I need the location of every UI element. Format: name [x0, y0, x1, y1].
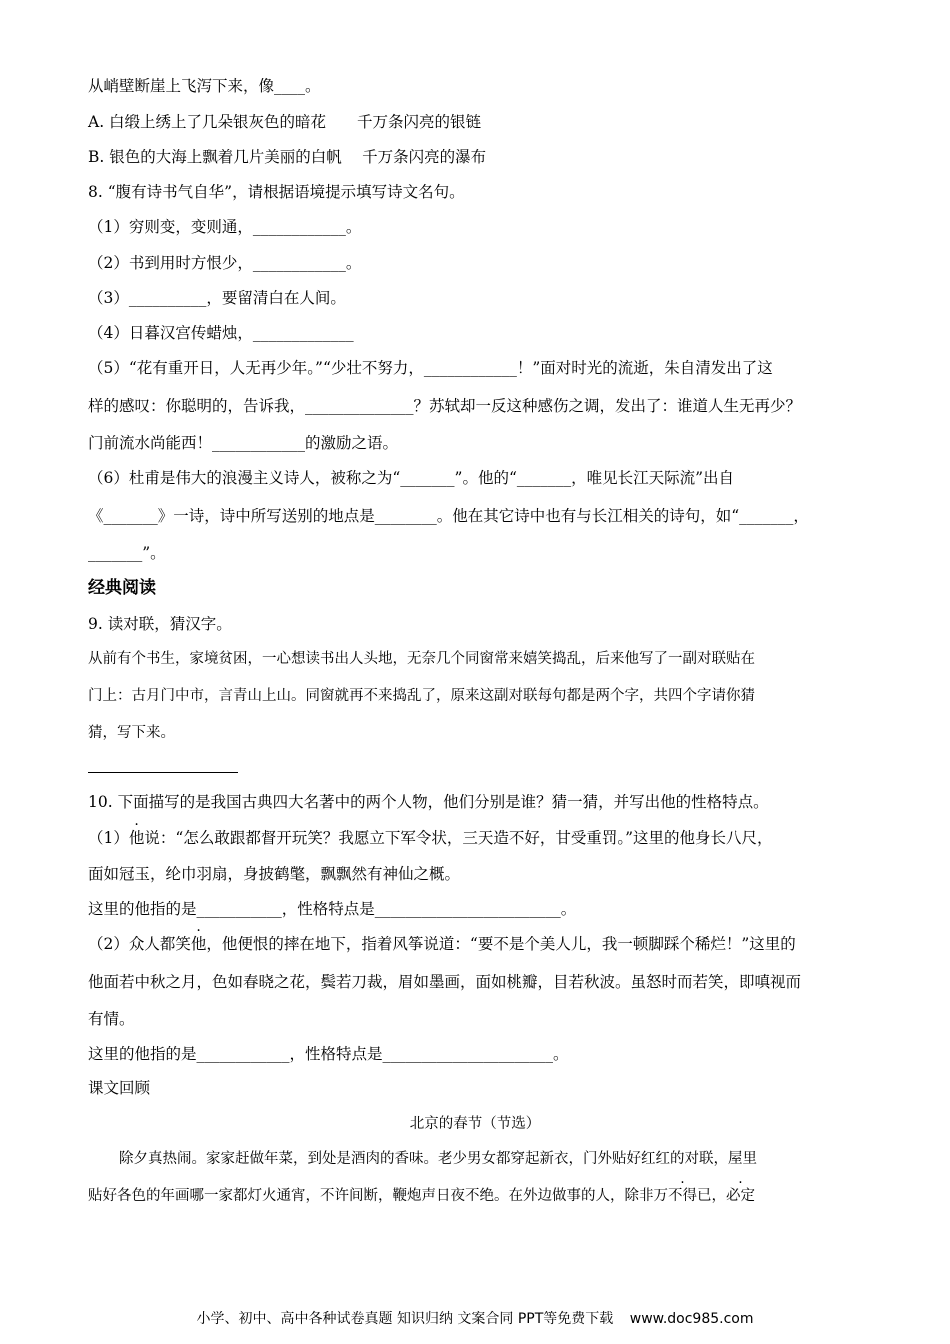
q10-answer-1: 这里的他指的是___________，性格特点是________________________。: [88, 900, 577, 918]
q10-item-1: （1）他说：“怎么敢跟都督开玩笑？我愿立下军令状，三天造不好，甘受重罚。”这里的他身长八尺，: [88, 829, 773, 847]
option-a: A. 白缎上绣上了几朵银灰色的暗花 千万条闪亮的银链: [88, 113, 482, 131]
emphasis-text: 必定: [726, 1188, 755, 1204]
q8-item-6-cont: 《_______》一诗，诗中所写送别的地点是________。他在其它诗中也有与长江相关的诗句，如“_______，: [88, 507, 809, 525]
q8-item-3: （3）__________，要留清白在人间。: [88, 289, 346, 307]
footer-text: 小学、初中、高中各种试卷真题 知识归纳 文案合同 PPT等免费下载: [196, 1311, 614, 1327]
q10-item-2: （2）众人都笑他，他便恨的摔在地下，指着风筝说道：“要不是个美人儿，我一顿脚踩个稀烂！”这里的: [88, 935, 796, 953]
question-8: 8. “腹有诗书气自华”，请根据语境提示填写诗文名句。: [88, 183, 465, 201]
q8-item-4: （4）日暮汉宫传蜡烛，_____________: [88, 324, 354, 342]
q8-item-2: （2）书到用时方恨少，____________。: [88, 254, 362, 272]
section-label: 课文回顾: [88, 1079, 151, 1097]
q9-passage: 从前有个书生，家境贫困，一心想读书出人头地，无奈几个同窗常来嬉笑捣乱，后来他写了一副对联贴在: [88, 651, 755, 667]
q8-item-1: （1）穷则变，变则通，____________。: [88, 218, 362, 236]
question-10: 10. 下面描写的是我国古典四大名著中的两个人物，他们分别是谁？猜一猜，并写出他的性格特点。: [88, 793, 769, 811]
emphasis-char: 他: [190, 935, 207, 953]
answer-rule: [88, 772, 238, 773]
passage-line: 贴好各色的年画哪一家都灯火通宵，不许间断，鞭炮声日夜不绝。在外边做事的人，除非万不得已，必定: [88, 1188, 755, 1204]
line: 从峭壁断崖上飞泻下来，像____。: [88, 77, 321, 95]
q10-item-2-cont: 他面若中秋之月，色如春晓之花，鬓若刀裁，眉如墨画，面如桃瓣，目若秋波。虽怒时而若笑，即嗔视而: [88, 973, 802, 991]
q8-item-5-cont: 样的感叹：你聪明的，告诉我，______________？苏轼却一反这种感伤之调，发出了：谁道人生无再少？: [88, 397, 802, 415]
footer-url[interactable]: www.doc985.com: [629, 1311, 754, 1327]
q10-item-2-cont: 有情。: [88, 1010, 135, 1028]
section-heading: 经典阅读: [88, 578, 156, 598]
q8-item-6: （6）杜甫是伟大的浪漫主义诗人，被称之为“_______”。他的“_______，唯见长江天际流”出自: [88, 469, 735, 487]
question-9: 9. 读对联，猜汉字。: [88, 615, 232, 633]
q8-item-5: （5）“花有重开日，人无再少年。”“少壮不努力，____________！”面对时光的流逝，朱自清发出了这: [88, 359, 773, 377]
q8-item-5-cont: 门前流水尚能西！____________的激励之语。: [88, 434, 399, 452]
emphasis-char: 他: [128, 829, 145, 847]
emphasis-text: 万不得已: [653, 1188, 712, 1204]
passage-line: 除夕真热闹。家家赶做年菜，到处是酒肉的香味。老少男女都穿起新衣，门外贴好红红的对联，屋里: [119, 1151, 757, 1167]
q9-passage: 猜，写下来。: [88, 725, 175, 741]
footer: [0, 1308, 950, 1328]
q8-item-6-cont: _______”。: [88, 544, 166, 562]
q9-passage: 门上：古月门中市，言青山上山。同窗就再不来捣乱了，原来这副对联每句都是两个字，共四个字请你猜: [88, 688, 755, 704]
passage-title: 北京的春节（节选）: [409, 1116, 541, 1132]
q10-answer-2: 这里的他指的是____________，性格特点是______________________。: [88, 1045, 569, 1063]
q10-item-1-cont: 面如冠玉，纶巾羽扇，身披鹤氅，飘飘然有神仙之概。: [88, 865, 461, 883]
option-b: B. 银色的大海上飘着几片美丽的白帆 千万条闪亮的瀑布: [88, 148, 487, 166]
